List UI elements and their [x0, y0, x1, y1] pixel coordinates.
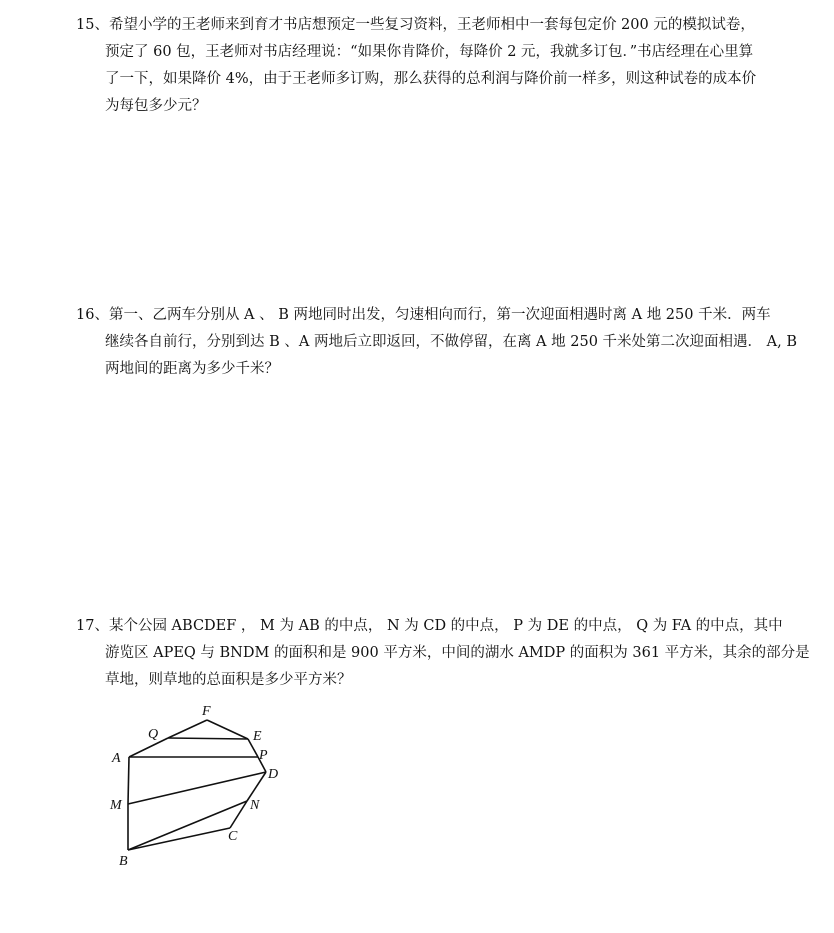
segment-q-e: [168, 738, 248, 739]
problem-15-line-2: 预定了 60 包，王老师对书店经理说：“如果你肯降价，每降价 2 元，我就多订包．”书店经理在心里算: [105, 44, 754, 60]
label-e: E: [253, 729, 262, 744]
problem-17-line-3: 草地，则草地的总面积是多少平方米？: [105, 672, 352, 688]
label-n: N: [250, 798, 260, 813]
label-f: F: [202, 704, 211, 719]
label-p: P: [259, 748, 268, 763]
problem-15: [76, 12, 766, 120]
label-b: B: [119, 854, 128, 869]
problem-16-line-1: 16、第一、乙两车分别从 A 、 B 两地同时出发，匀速相向而行，第一次迎面相遇时离 A 地 250 千米．两车: [76, 307, 771, 323]
label-c: C: [228, 829, 238, 844]
edge-q-f: [168, 720, 207, 738]
problem-15-line-4: 为每包多少元？: [105, 98, 207, 114]
problem-17-line-2: 游览区 APEQ 与 BNDM 的面积和是 900 平方米，中间的湖水 AMDP 的面积为 361 平方米，其余的部分是: [105, 645, 810, 661]
problem-15-line-1: 15、希望小学的王老师来到育才书店想预定一些复习资料，王老师相中一套每包定价 200 元的模拟试卷，: [76, 17, 755, 33]
edge-f-e: [207, 720, 248, 739]
problem-17-line-1: 17、某个公园 ABCDEF ， M 为 AB 的中点， N 为 CD 的中点， P 为 DE 的中点， Q 为 FA 的中点，其中: [76, 618, 783, 634]
edge-c-b: [128, 828, 230, 850]
segment-m-d: [128, 772, 266, 804]
label-m: M: [110, 798, 122, 813]
park-hexagon-figure: [98, 700, 298, 870]
label-a: A: [112, 751, 121, 766]
problem-15-line-3: 了一下，如果降价 4%，由于王老师多订购，那么获得的总利润与降价前一样多，则这种试卷的成本价: [105, 71, 757, 87]
problem-16-line-2: 继续各自前行，分别到达 B 、A 两地后立即返回，不做停留，在离 A 地 250 千米处第二次迎面相遇． A, B: [105, 334, 797, 350]
problem-16: [76, 302, 797, 383]
problem-17: [76, 613, 810, 694]
edge-m-a: [128, 757, 129, 804]
label-q: Q: [148, 727, 159, 742]
label-d: D: [268, 767, 279, 782]
problem-16-line-3: 两地间的距离为多少千米？: [105, 361, 279, 377]
